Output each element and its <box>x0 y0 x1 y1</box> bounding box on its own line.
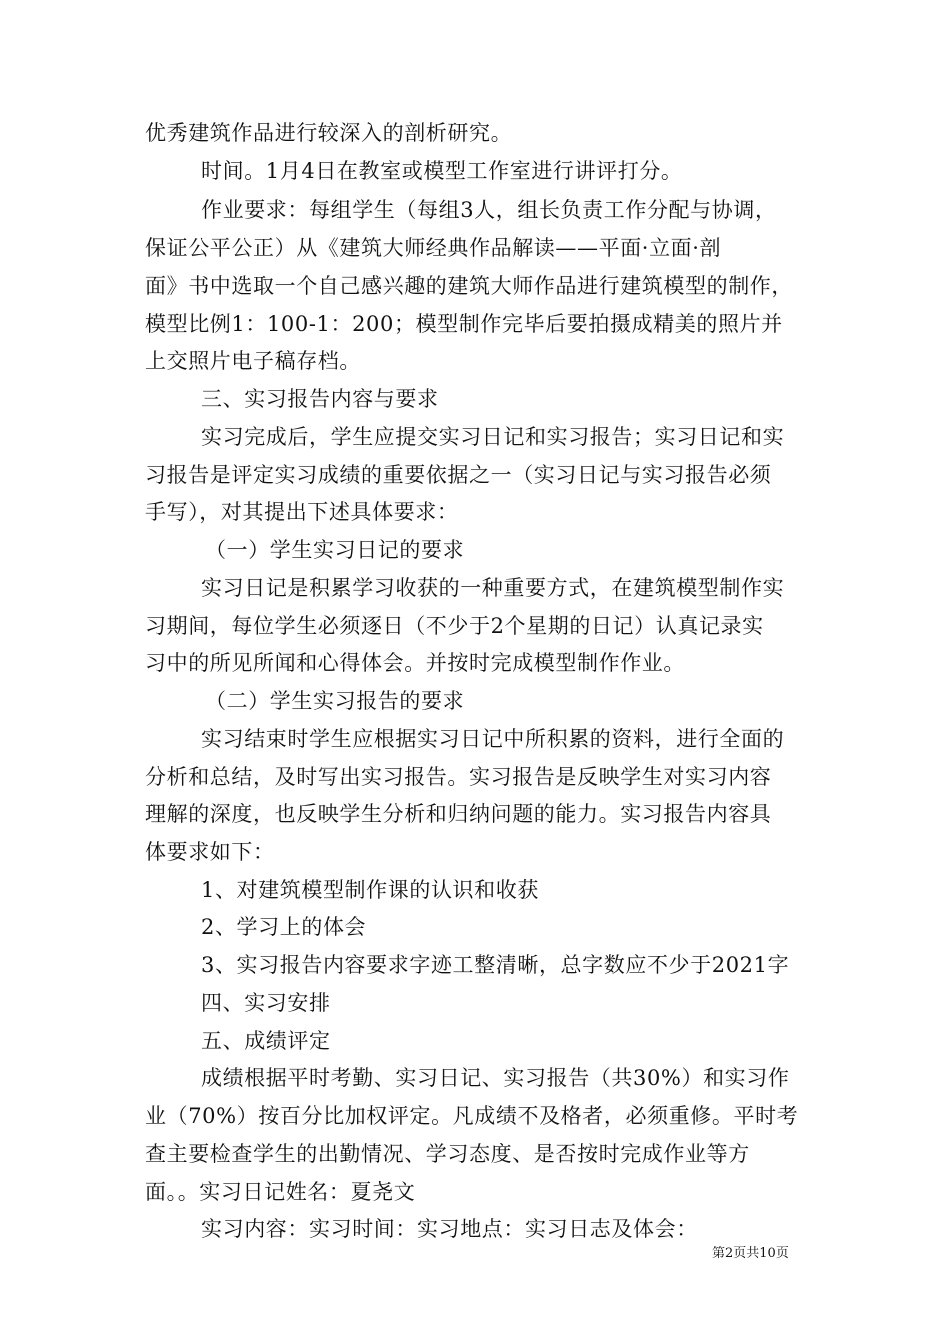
text-line: 习报告是评定实习成绩的重要依据之一（实习日记与实习报告必须 <box>145 463 772 487</box>
section-heading: 五、成绩评定 <box>201 1029 331 1053</box>
subsection-heading: （一）学生实习日记的要求 <box>205 538 465 562</box>
text-line: 查主要检查学生的出勤情况、学习态度、是否按时完成作业等方 <box>145 1142 750 1166</box>
text-line: 成绩根据平时考勤、实习日记、实习报告（共30%）和实习作 <box>201 1066 790 1090</box>
subsection-heading: （二）学生实习报告的要求 <box>205 689 465 713</box>
text-line: 时间。1月4日在教室或模型工作室进行讲评打分。 <box>201 159 683 183</box>
text-line: 优秀建筑作品进行较深入的剖析研究。 <box>145 121 513 145</box>
page-number: 第2页共10页 <box>712 1246 789 1261</box>
text-line: 上交照片电子稿存档。 <box>145 349 361 373</box>
text-line: 习期间，每位学生必须逐日（不少于2个星期的日记）认真记录实 <box>145 614 764 638</box>
list-item: 1、对建筑模型制作课的认识和收获 <box>201 878 539 902</box>
section-heading: 三、实习报告内容与要求 <box>201 387 439 411</box>
section-heading: 四、实习安排 <box>201 991 331 1015</box>
text-line: 作业要求：每组学生（每组3人，组长负责工作分配与协调， <box>201 198 777 222</box>
text-line: 理解的深度，也反映学生分析和归纳问题的能力。实习报告内容具 <box>145 802 772 826</box>
text-line: 保证公平公正）从《建筑大师经典作品解读——平面·立面·剖 <box>145 236 722 260</box>
text-line: 面。。实习日记姓名：夏尧文 <box>145 1180 416 1204</box>
text-line: 习中的所见所闻和心得体会。并按时完成模型制作作业。 <box>145 651 685 675</box>
text-line: 业（70%）按百分比加权评定。凡成绩不及格者，必须重修。平时考 <box>145 1104 799 1128</box>
text-line: 手写），对其提出下述具体要求： <box>145 500 459 524</box>
text-line: 体要求如下： <box>145 840 275 864</box>
text-line: 实习结束时学生应根据实习日记中所积累的资料，进行全面的 <box>201 727 785 751</box>
text-line: 面》书中选取一个自己感兴趣的建筑大师作品进行建筑模型的制作， <box>145 274 793 298</box>
text-line: 分析和总结，及时写出实习报告。实习报告是反映学生对实习内容 <box>145 765 772 789</box>
text-line: 实习完成后，学生应提交实习日记和实习报告；实习日记和实 <box>201 425 785 449</box>
list-item: 2、学习上的体会 <box>201 915 367 939</box>
text-line: 实习内容：实习时间：实习地点：实习日志及体会： <box>201 1217 698 1241</box>
text-line: 实习日记是积累学习收获的一种重要方式，在建筑模型制作实 <box>201 576 785 600</box>
text-line: 模型比例1：100-1：200；模型制作完毕后要拍摄成精美的照片并 <box>145 312 783 336</box>
list-item: 3、实习报告内容要求字迹工整清晰，总字数应不少于2021字 <box>201 953 790 977</box>
